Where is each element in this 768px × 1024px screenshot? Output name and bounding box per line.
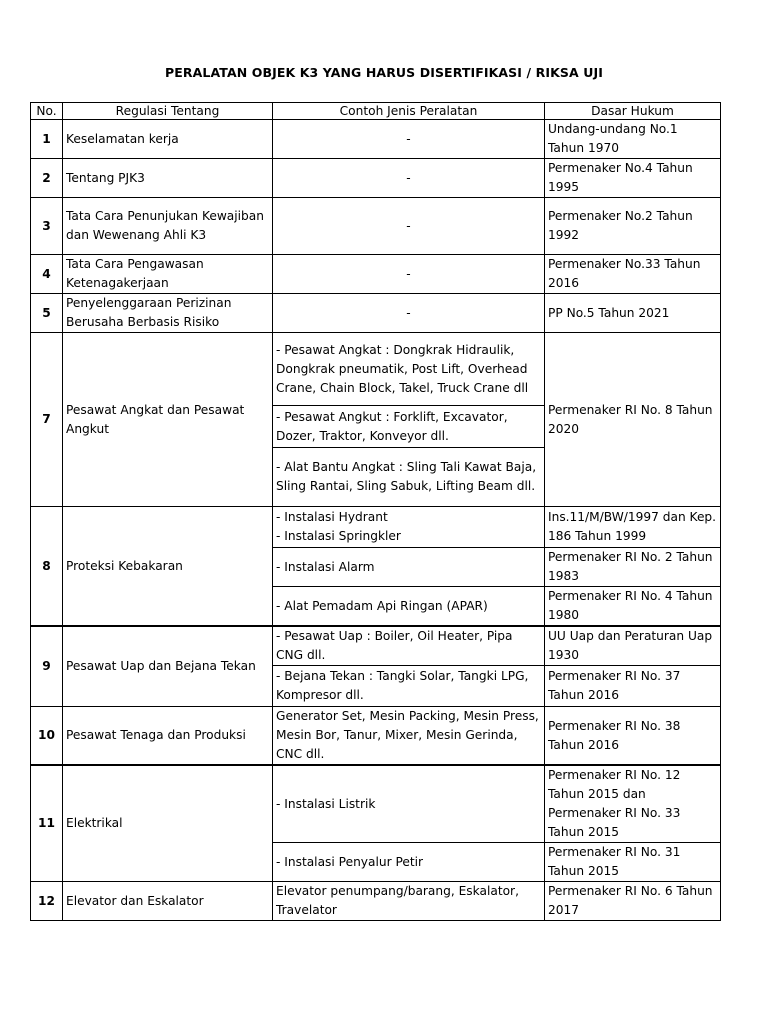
row-contoh: -	[273, 294, 545, 333]
row-no: 1	[31, 120, 63, 159]
row-dasar: Ins.11/M/BW/1997 dan Kep. 186 Tahun 1999	[545, 507, 721, 548]
row-dasar: Permenaker RI No. 37 Tahun 2016	[545, 666, 721, 707]
row-contoh: - Bejana Tekan : Tangki Solar, Tangki LPG, Kompresor dll.	[273, 666, 545, 707]
table-row	[31, 333, 721, 406]
table-row	[31, 507, 721, 548]
table-row	[31, 765, 721, 843]
table-row	[31, 882, 721, 921]
row-dasar: UU Uap dan Peraturan Uap 1930	[545, 626, 721, 666]
row-contoh: - Pesawat Angkut : Forklift, Excavator, Dozer, Traktor, Konveyor dll.	[273, 406, 545, 448]
k3-equipment-table	[30, 102, 721, 921]
row-contoh: -	[273, 198, 545, 255]
row-regulasi: Pesawat Tenaga dan Produksi	[63, 707, 273, 766]
table-row	[31, 159, 721, 198]
row-contoh: - Pesawat Uap : Boiler, Oil Heater, Pipa CNG dll.	[273, 626, 545, 666]
row-regulasi: Proteksi Kebakaran	[63, 507, 273, 627]
row-no: 9	[31, 626, 63, 707]
row-dasar: Permenaker RI No. 12 Tahun 2015 dan Permenaker RI No. 33 Tahun 2015	[545, 765, 721, 843]
row-dasar: Permenaker RI No. 4 Tahun 1980	[545, 587, 721, 627]
row-no: 12	[31, 882, 63, 921]
row-dasar: Permenaker RI No. 2 Tahun 1983	[545, 548, 721, 587]
table-row	[31, 255, 721, 294]
row-regulasi: Elektrikal	[63, 765, 273, 882]
row-contoh: - Instalasi Penyalur Petir	[273, 843, 545, 882]
row-regulasi: Pesawat Uap dan Bejana Tekan	[63, 626, 273, 707]
row-regulasi: Penyelenggaraan Perizinan Berusaha Berbasis Risiko	[63, 294, 273, 333]
row-contoh: - Alat Bantu Angkat : Sling Tali Kawat Baja, Sling Rantai, Sling Sabuk, Lifting Beam dll.	[273, 448, 545, 507]
row-no: 10	[31, 707, 63, 766]
row-dasar: Permenaker No.2 Tahun 1992	[545, 198, 721, 255]
row-contoh: - Instalasi Listrik	[273, 765, 545, 843]
row-dasar: Permenaker No.4 Tahun 1995	[545, 159, 721, 198]
row-regulasi: Tentang PJK3	[63, 159, 273, 198]
row-contoh: Elevator penumpang/barang, Eskalator, Travelator	[273, 882, 545, 921]
row-regulasi: Keselamatan kerja	[63, 120, 273, 159]
table-row	[31, 626, 721, 666]
row-no: 5	[31, 294, 63, 333]
row-regulasi: Elevator dan Eskalator	[63, 882, 273, 921]
row-dasar: Permenaker RI No. 31 Tahun 2015	[545, 843, 721, 882]
row-dasar: PP No.5 Tahun 2021	[545, 294, 721, 333]
row-contoh: - Alat Pemadam Api Ringan (APAR)	[273, 587, 545, 627]
row-contoh: -	[273, 120, 545, 159]
row-contoh: - Pesawat Angkat : Dongkrak Hidraulik, Dongkrak pneumatik, Post Lift, Overhead Crane, Chain Block, Takel, Truck Crane dll	[273, 333, 545, 406]
row-no: 7	[31, 333, 63, 507]
row-contoh: -	[273, 159, 545, 198]
row-regulasi: Tata Cara Pengawasan Ketenagakerjaan	[63, 255, 273, 294]
row-contoh: - Instalasi Alarm	[273, 548, 545, 587]
table-row	[31, 294, 721, 333]
row-contoh: Generator Set, Mesin Packing, Mesin Press, Mesin Bor, Tanur, Mixer, Mesin Gerinda, CNC dll.	[273, 707, 545, 766]
row-dasar: Permenaker No.33 Tahun 2016	[545, 255, 721, 294]
row-contoh-line: - Instalasi Hydrant	[276, 510, 388, 524]
table-row	[31, 707, 721, 766]
document-title: PERALATAN OBJEK K3 YANG HARUS DISERTIFIKASI / RIKSA UJI	[165, 65, 603, 80]
header-no: No.	[31, 103, 63, 120]
row-no: 11	[31, 765, 63, 882]
row-no: 3	[31, 198, 63, 255]
header-regulasi: Regulasi Tentang	[63, 103, 273, 120]
row-dasar: Permenaker RI No. 38 Tahun 2016	[545, 707, 721, 766]
row-no: 2	[31, 159, 63, 198]
header-dasar: Dasar Hukum	[545, 103, 721, 120]
row-dasar: Undang-undang No.1 Tahun 1970	[545, 120, 721, 159]
header-contoh: Contoh Jenis Peralatan	[273, 103, 545, 120]
row-no: 4	[31, 255, 63, 294]
row-regulasi: Pesawat Angkat dan Pesawat Angkut	[63, 333, 273, 507]
row-dasar: Permenaker RI No. 8 Tahun 2020	[545, 333, 721, 507]
row-contoh: -	[273, 255, 545, 294]
row-regulasi: Tata Cara Penunjukan Kewajiban dan Wewenang Ahli K3	[63, 198, 273, 255]
row-no: 8	[31, 507, 63, 627]
table-row	[31, 120, 721, 159]
row-contoh-line: - Instalasi Springkler	[276, 529, 401, 543]
row-contoh	[273, 507, 545, 548]
row-dasar: Permenaker RI No. 6 Tahun 2017	[545, 882, 721, 921]
table-header-row	[31, 103, 721, 120]
table-row	[31, 198, 721, 255]
